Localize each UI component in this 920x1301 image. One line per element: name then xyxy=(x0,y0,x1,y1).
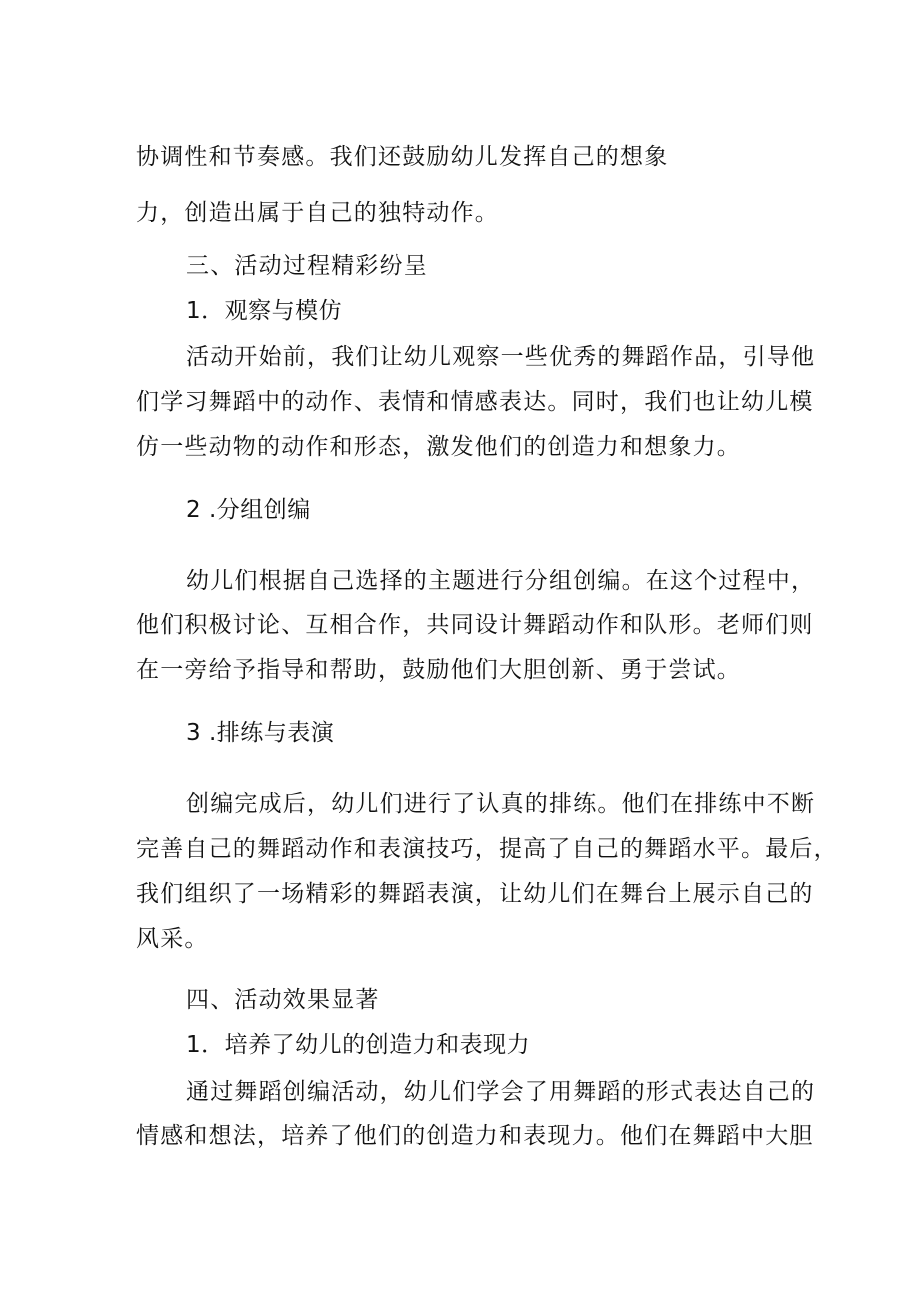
paragraph-line: 完善自己的舞蹈动作和表演技巧，提高了自己的舞蹈水平。最后， xyxy=(136,836,838,862)
paragraph-line: 通过舞蹈创编活动，幼儿们学会了用舞蹈的形式表达自己的 xyxy=(186,1079,816,1105)
paragraph-line: 幼儿们根据自己选择的主题进行分组创编。在这个过程中， xyxy=(186,568,816,594)
paragraph-line: 力，创造出属于自己的独特动作。 xyxy=(136,200,499,226)
subsection-heading: 1．培养了幼儿的创造力和表现力 xyxy=(186,1032,531,1058)
paragraph-line: 协调性和节奏感。我们还鼓励幼儿发挥自己的想象 xyxy=(136,144,669,170)
section-heading: 四、活动效果显著 xyxy=(186,987,380,1013)
paragraph-line: 在一旁给予指导和帮助，鼓励他们大胆创新、勇于尝试。 xyxy=(136,657,741,683)
subsection-heading: 3 .排练与表演 xyxy=(186,720,335,746)
subsection-heading: 2 .分组创编 xyxy=(186,497,311,523)
subsection-heading: 1．观察与模仿 xyxy=(186,298,343,324)
paragraph-line: 情感和想法，培养了他们的创造力和表现力。他们在舞蹈中大胆 xyxy=(136,1123,814,1149)
paragraph-line: 们学习舞蹈中的动作、表情和情感表达。同时，我们也让幼儿模 xyxy=(136,389,814,415)
paragraph-line: 风采。 xyxy=(136,926,209,952)
section-heading: 三、活动过程精彩纷呈 xyxy=(186,253,428,279)
paragraph-line: 活动开始前，我们让幼儿观察一些优秀的舞蹈作品，引导他 xyxy=(186,344,816,370)
paragraph-line: 他们积极讨论、互相合作，共同设计舞蹈动作和队形。老师们则 xyxy=(136,612,814,638)
paragraph-line: 仿一些动物的动作和形态，激发他们的创造力和想象力。 xyxy=(136,434,741,460)
paragraph-line: 我们组织了一场精彩的舞蹈表演，让幼儿们在舞台上展示自己的 xyxy=(136,881,814,907)
paragraph-line: 创编完成后，幼儿们进行了认真的排练。他们在排练中不断 xyxy=(186,791,816,817)
